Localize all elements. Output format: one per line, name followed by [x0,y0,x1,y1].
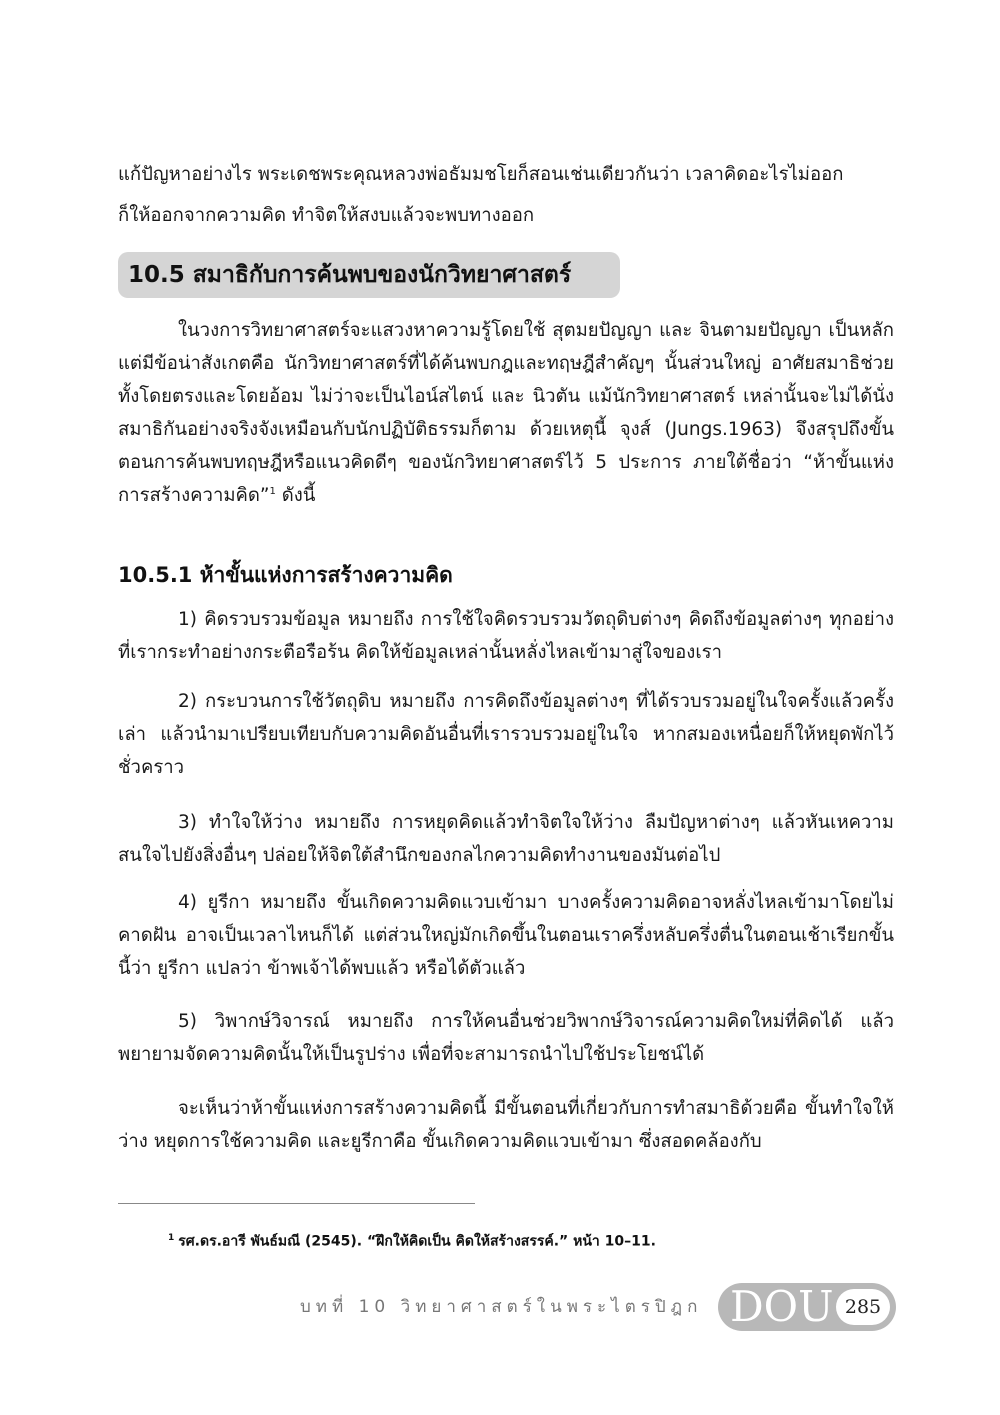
step-1-paragraph: 1) คิดรวบรวมข้อมูล หมายถึง การใช้ใจคิดรวบรวมวัตถุดิบต่างๆ คิดถึงข้อมูลต่างๆ ทุกอย่างที่เรากระทำอย่างกระตือรือร้น คิดให้ข้อมูลเหล่านั้นหลั่งไหลเข้ามาสู่ใจของเรา [118,609,894,663]
subsection-heading: 10.5.1 ห้าขั้นแห่งการสร้างความคิด [118,563,453,587]
running-footer-chapter: บทที่ 10 วิทยาศาสตร์ในพระไตรปิฎก [300,1297,703,1317]
step-5-paragraph: 5) วิพากษ์วิจารณ์ หมายถึง การให้คนอื่นช่วยวิพากษ์วิจารณ์ความคิดใหม่ที่คิดได้ แล้วพยายามจัดความคิดนั้นให้เป็นรูปร่าง เพื่อที่จะสามารถนำไปใช้ประโยชน์ได้ [118,1011,894,1065]
section-heading: 10.5 สมาธิกับการค้นพบของนักวิทยาศาสตร์ [128,262,572,288]
footnote-divider [118,1203,475,1204]
step-4-paragraph: 4) ยูรีกา หมายถึง ขั้นเกิดความคิดแวบเข้ามา บางครั้งความคิดอาจหลั่งไหลเข้ามาโดยไม่คาดฝัน อาจเป็นเวลาไหนก็ได้ แต่ส่วนใหญ่มักเกิดขึ้นในตอนเราครึ่งหลับครึ่งตื่นในตอนเช้าเรียกขั้นนี้ว่า ยูรีกา แปลว่า ข้าพเจ้าได้พบแล้ว หรือได้ตัวแล้ว [118,892,894,979]
intro-line-1: แก้ปัญหาอย่างไร พระเดชพระคุณหลวงพ่อธัมมชโยก็สอนเช่นเดียวกันว่า เวลาคิดอะไรไม่ออก [118,164,844,185]
footnote-text: รศ.ดร.อารี พันธ์มณี (2545). “ฝึกให้คิดเป็น คิดให้สร้างสรรค์.” หน้า 10–11. [178,1233,656,1250]
section-paragraph-end: ดังนี้ [275,485,316,506]
step-2-paragraph: 2) กระบวนการใช้วัตถุดิบ หมายถึง การคิดถึงข้อมูลต่างๆ ที่ได้รวบรวมอยู่ในใจครั้งแล้วครั้งเล่า แล้วนำมาเปรียบเทียบกับความคิดอันอื่นที่เรารวบรวมอยู่ในใจ หากสมองเหนื่อยก็ให้หยุดพักไว้ชั่วคราว [118,691,894,778]
intro-line-2: ก็ให้ออกจากความคิด ทำจิตให้สงบแล้วจะพบทางออก [118,205,535,226]
conclusion-paragraph: จะเห็นว่าห้าขั้นแห่งการสร้างความคิดนี้ มีขั้นตอนที่เกี่ยวกับการทำสมาธิด้วยคือ ขั้นทำใจให้ว่าง หยุดการใช้ความคิด และยูรีกาคือ ขั้นเกิดความคิดแวบเข้ามา ซึ่งสอดคล้องกับ [118,1098,894,1152]
footnote [168,1226,656,1254]
step-3-paragraph: 3) ทำใจให้ว่าง หมายถึง การหยุดคิดแล้วทำจิตใจให้ว่าง ลืมปัญหาต่างๆ แล้วหันเหความสนใจไปยังสิ่งอื่นๆ ปล่อยให้จิตใต้สำนึกของกลไกความคิดทำงานของมันต่อไป [118,812,894,866]
page-number: 285 [836,1289,890,1325]
footnote-mark: 1 [168,1233,175,1243]
footnote-reference: 1 [269,485,276,497]
section-paragraph [118,314,894,512]
dou-logo-text: DOU [730,1282,834,1331]
section-paragraph-text: ในวงการวิทยาศาสตร์จะแสวงหาความรู้โดยใช้ สุตมยปัญญา และ จินตามยปัญญา เป็นหลัก แต่มีข้อน่าสังเกตคือ นักวิทยาศาสตร์ที่ได้ค้นพบกฎและทฤษฎีสำคัญๆ นั้นส่วนใหญ่ อาศัยสมาธิช่วยทั้งโดยตรงและโดยอ้อม ไม่ว่าจะเป็นไอน์สไตน์ และ นิวตัน แม้นักวิทยาศาสตร์ เหล่านั้นจะไม่ได้นั่งสมาธิกันอย่างจริงจังเหมือนกับนักปฏิบัติธรรมก็ตาม ด้วยเหตุนี้ จุงส์ (Jungs.1963) จึงสรุปถึงขั้นตอนการค้นพบทฤษฎีหรือแนวคิดดีๆ ของนักวิทยาศาสตร์ไว้ 5 ประการ ภายใต้ชื่อว่า “ห้าขั้นแห่งการสร้างความคิด” [118,320,894,506]
